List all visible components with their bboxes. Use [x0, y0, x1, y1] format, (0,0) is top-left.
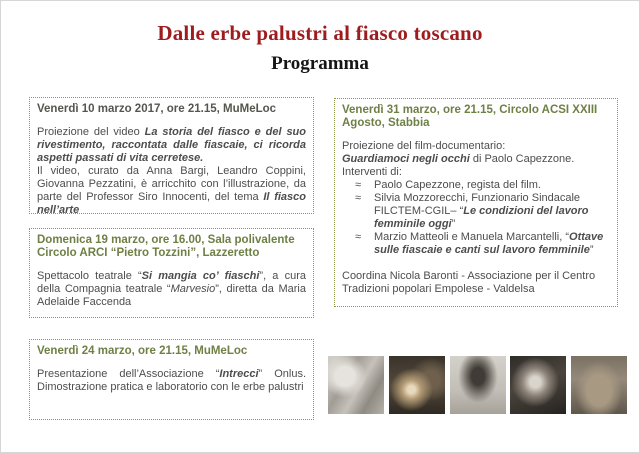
event-header: Domenica 19 marzo, ore 16.00, Sala polivalente Circolo ARCI “Pietro Tozzini”, Lazzeretto: [37, 234, 295, 259]
text-segment-italic: Marvesio: [170, 283, 216, 295]
seated-woman-working-photo: [450, 356, 506, 414]
event-line: Proiezione del film-documentario:: [342, 140, 506, 152]
event-line: Interventi di:: [342, 166, 402, 178]
text-segment: di Paolo Capezzone.: [469, 153, 575, 165]
text-segment: Presentazione dell’Associazione “: [37, 368, 220, 380]
women-with-flasks-photo: [510, 356, 566, 414]
text-segment: Proiezione del video: [37, 126, 145, 138]
approx-bullet-icon: ≈: [355, 192, 362, 204]
event-paragraph: [37, 368, 306, 394]
speaker-item: [342, 231, 610, 257]
text-segment: ”, a cura della Compagnia teatrale “: [37, 270, 306, 295]
approx-bullet-icon: ≈: [355, 231, 362, 243]
text-segment: Marzio Matteoli e Manuela Marcantelli, “: [374, 231, 570, 243]
text-segment: Il video, curato da Anna Bargi, Leandro Coppini, Giovanna Pezzatini, è arricchito con l’illustrazione, da parte del Professor Siro Innocenti, del tema: [37, 165, 306, 203]
event-card-19-marzo: [29, 228, 314, 318]
text-segment-emphasis: La storia del fiasco e del suo rivestimento, raccontata dalle fiascaie, ci ricorda aspetti passati di vita cerretese.: [37, 126, 306, 164]
text-segment-emphasis: Il fiasco nell’arte: [37, 191, 306, 216]
event-card-24-marzo: [29, 339, 314, 420]
event-paragraph: [37, 165, 306, 217]
approx-bullet-icon: ≈: [355, 179, 362, 191]
text-segment-emphasis: Le condizioni del lavoro femminile oggi: [374, 205, 589, 230]
text-segment-emphasis: Guardiamoci negli occhi: [342, 153, 470, 165]
text-segment: Paolo Capezzone, regista del film.: [374, 179, 541, 191]
page-subtitle: Programma: [271, 53, 369, 74]
text-segment-emphasis: Si mangia co’ fiaschi: [141, 270, 260, 282]
text-segment: ” Onlus. Dimostrazione pratica e laboratorio con le erbe palustri: [37, 368, 306, 393]
event-header: Venerdì 24 marzo, ore 21.15, MuMeLoc: [37, 345, 248, 357]
speakers-list: [342, 179, 610, 257]
speaker-item: [342, 179, 610, 192]
event-card-31-marzo: [334, 98, 618, 307]
group-around-fire-photo: [389, 356, 445, 414]
text-segment: ”: [451, 218, 456, 230]
coordinator-line: Coordina Nicola Baronti - Associazione per il Centro Tradizioni popolari Empolese - Valdelsa: [342, 270, 596, 295]
event-line: [342, 153, 610, 166]
event-paragraph: [37, 126, 306, 165]
event-header: Venerdì 31 marzo, ore 21.15, Circolo ACSI XXIII Agosto, Stabbia: [342, 104, 598, 129]
text-segment: Silvia Mozzorecchi, Funzionario Sindacale FILCTEM-CGIL– “: [374, 192, 581, 217]
spacer: [342, 257, 610, 270]
speaker-item: [342, 192, 610, 231]
page-title: Dalle erbe palustri al fiasco toscano: [157, 21, 483, 45]
text-segment-emphasis: Intrecci: [219, 368, 259, 380]
text-segment: ”: [589, 244, 594, 256]
group-of-workers-photo: [571, 356, 627, 414]
event-header: Venerdì 10 marzo 2017, ore 21.15, MuMeLoc: [37, 103, 277, 115]
hands-weaving-flask-photo: [328, 356, 384, 414]
text-segment: Spettacolo teatrale “: [37, 270, 142, 282]
event-paragraph: [37, 270, 306, 309]
photo-strip: [328, 356, 627, 414]
event-card-10-marzo: [29, 97, 314, 214]
text-segment-emphasis: Ottave sulle fiascaie e canti sul lavoro femminile: [374, 231, 604, 256]
text-segment: ”, diretta da Maria Adelaide Faccenda: [37, 283, 306, 308]
